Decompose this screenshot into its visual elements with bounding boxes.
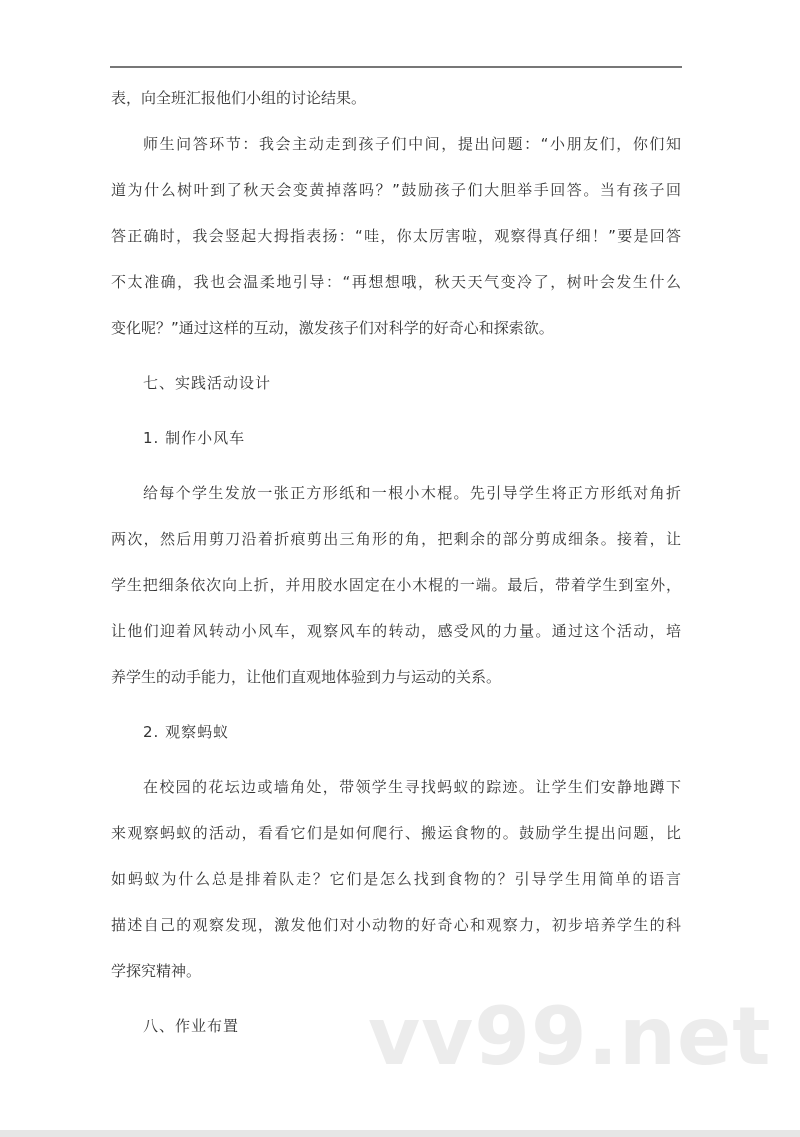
paragraph-line: 答正确时，我会竖起大拇指表扬：“哇，你太厉害啦，观察得真仔细！”要是回答 xyxy=(111,227,681,245)
paragraph-line: 表，向全班汇报他们小组的讨论结果。 xyxy=(111,89,367,107)
paragraph-line: 道为什么树叶到了秋天会变黄掉落吗？”鼓励孩子们大胆举手回答。当有孩子回 xyxy=(111,181,681,199)
paragraph-line: 不太准确，我也会温柔地引导：“再想想哦，秋天天气变冷了，树叶会发生什么 xyxy=(111,273,681,291)
subsection-heading: 2. 观察蚂蚁 xyxy=(143,723,230,741)
paragraph-line: 让他们迎着风转动小风车，观察风车的转动，感受风的力量。通过这个活动，培 xyxy=(111,622,681,640)
watermark: vv99.net xyxy=(368,990,772,1083)
paragraph-line: 学探究精神。 xyxy=(111,962,202,980)
paragraph-line: 学生把细条依次向上折，并用胶水固定在小木棍的一端。最后，带着学生到室外， xyxy=(111,576,681,594)
subsection-heading: 1. 制作小风车 xyxy=(143,429,246,447)
section-heading: 七、实践活动设计 xyxy=(143,374,272,392)
section-heading: 八、作业布置 xyxy=(143,1017,240,1035)
paragraph-line: 养学生的动手能力，让他们直观地体验到力与运动的关系。 xyxy=(111,668,502,686)
paragraph-line: 给每个学生发放一张正方形纸和一根小木棍。先引导学生将正方形纸对角折 xyxy=(143,484,681,502)
paragraph-line: 师生问答环节：我会主动走到孩子们中间，提出问题：“小朋友们，你们知 xyxy=(143,135,681,153)
paragraph-line: 如蚂蚁为什么总是排着队走？它们是怎么找到食物的？引导学生用简单的语言 xyxy=(111,870,681,888)
document-body xyxy=(111,84,681,1067)
paragraph-line: 来观察蚂蚁的活动，看看它们是如何爬行、搬运食物的。鼓励学生提出问题，比 xyxy=(111,824,681,842)
page-bottom-edge xyxy=(0,1130,800,1137)
paragraph-line: 变化呢？”通过这样的互动，激发孩子们对科学的好奇心和探索欲。 xyxy=(111,319,554,337)
header-rule xyxy=(110,66,682,68)
paragraph-line: 在校园的花坛边或墙角处，带领学生寻找蚂蚁的踪迹。让学生们安静地蹲下 xyxy=(143,778,681,796)
paragraph-line: 描述自己的观察发现，激发他们对小动物的好奇心和观察力，初步培养学生的科 xyxy=(111,916,681,934)
paragraph-line: 两次，然后用剪刀沿着折痕剪出三角形的角，把剩余的部分剪成细条。接着，让 xyxy=(111,530,681,548)
